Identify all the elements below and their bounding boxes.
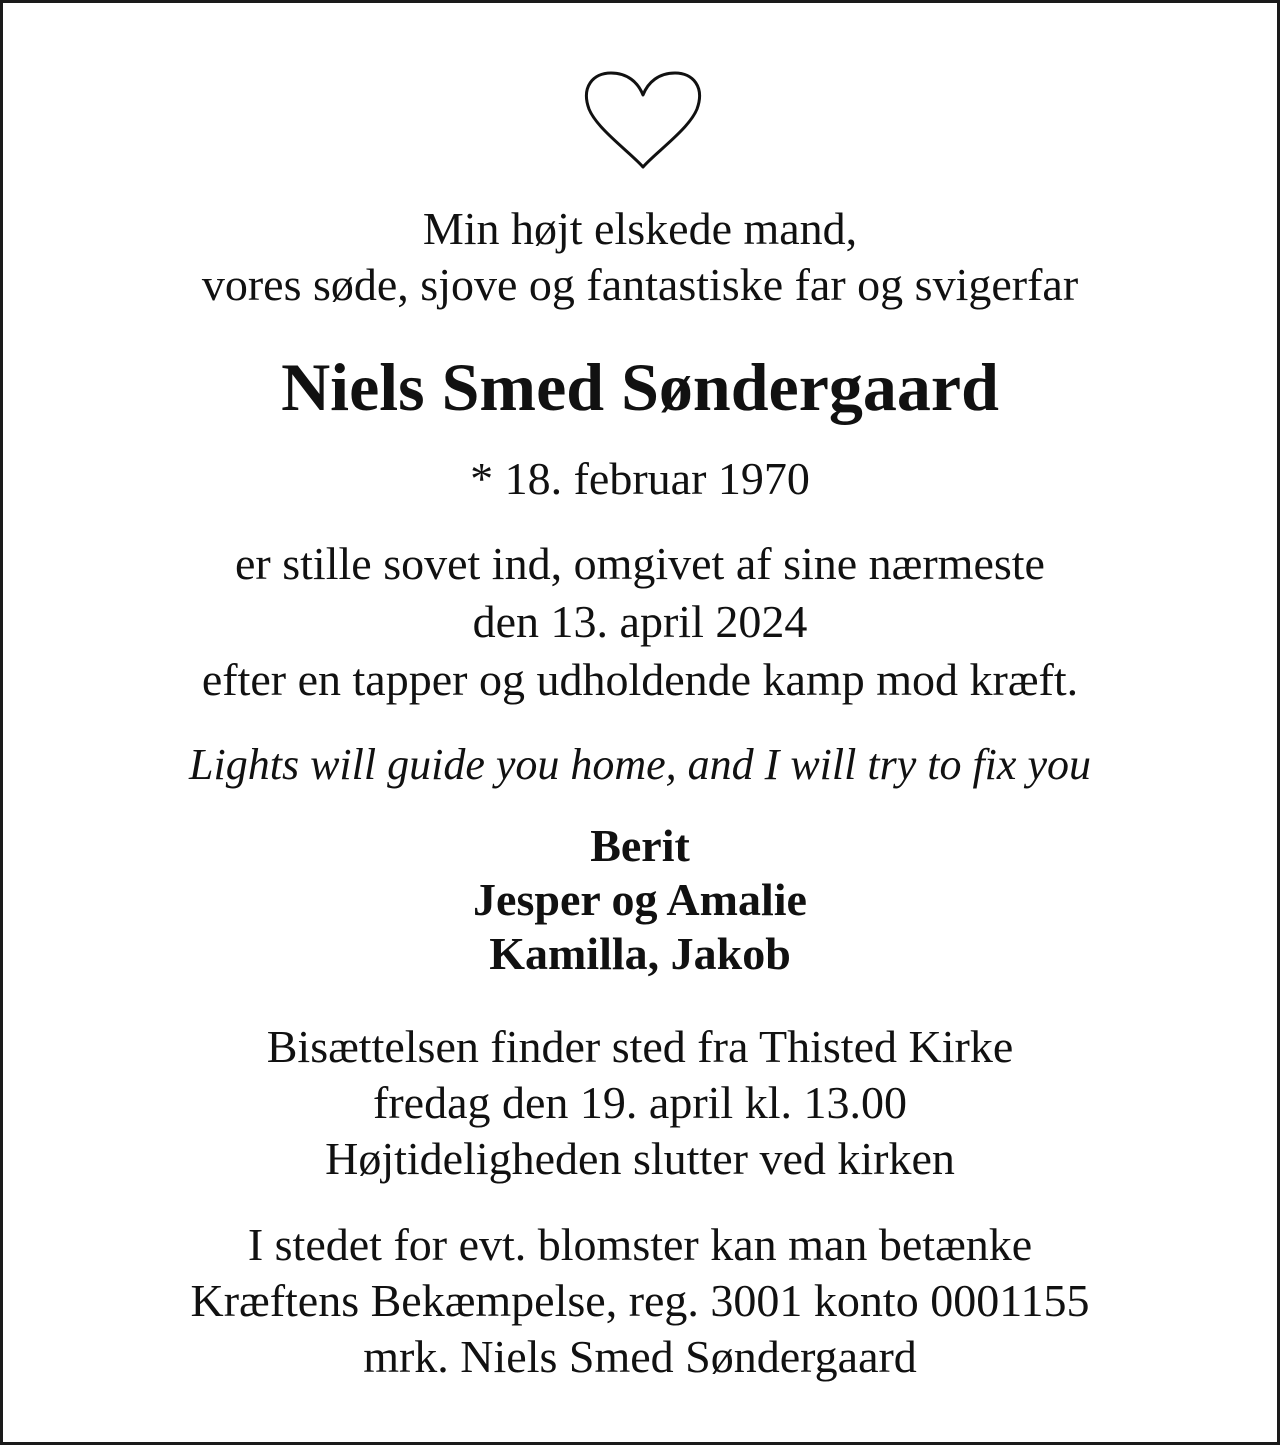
- service-line: Bisættelsen finder sted fra Thisted Kirke: [266, 1021, 1014, 1072]
- intro-line: vores søde, sjove og fantastiske far og svigerfar: [201, 259, 1079, 310]
- birth-date: * 18. februar 1970: [470, 453, 810, 504]
- deceased-name: Niels Smed Søndergaard: [281, 349, 999, 425]
- donation-line: Kræftens Bekæmpelse, reg. 3001 konto 0001155: [190, 1275, 1090, 1326]
- donation-details: [3, 1217, 1277, 1385]
- heart-outline-icon: [581, 67, 705, 175]
- family-member: Jesper og Amalie: [473, 874, 807, 925]
- passing-line: er stille sovet ind, omgivet af sine nærmeste: [235, 538, 1045, 589]
- intro-text: [3, 201, 1277, 313]
- passing-line: efter en tapper og udholdende kamp mod kræft.: [201, 654, 1079, 705]
- intro-line: Min højt elskede mand,: [422, 203, 858, 254]
- family-names: [3, 819, 1277, 981]
- passing-line: den 13. april 2024: [472, 596, 808, 647]
- service-line: fredag den 19. april kl. 13.00: [373, 1077, 907, 1128]
- passing-text: [3, 535, 1277, 709]
- family-member: Berit: [590, 820, 690, 871]
- service-line: Højtideligheden slutter ved kirken: [325, 1133, 955, 1184]
- service-details: [3, 1019, 1277, 1187]
- donation-line: mrk. Niels Smed Søndergaard: [363, 1331, 917, 1382]
- donation-line: I stedet for evt. blomster kan man betænke: [247, 1219, 1033, 1270]
- memorial-quote: Lights will guide you home, and I will try to fix you: [189, 740, 1091, 789]
- family-member: Kamilla, Jakob: [489, 928, 791, 979]
